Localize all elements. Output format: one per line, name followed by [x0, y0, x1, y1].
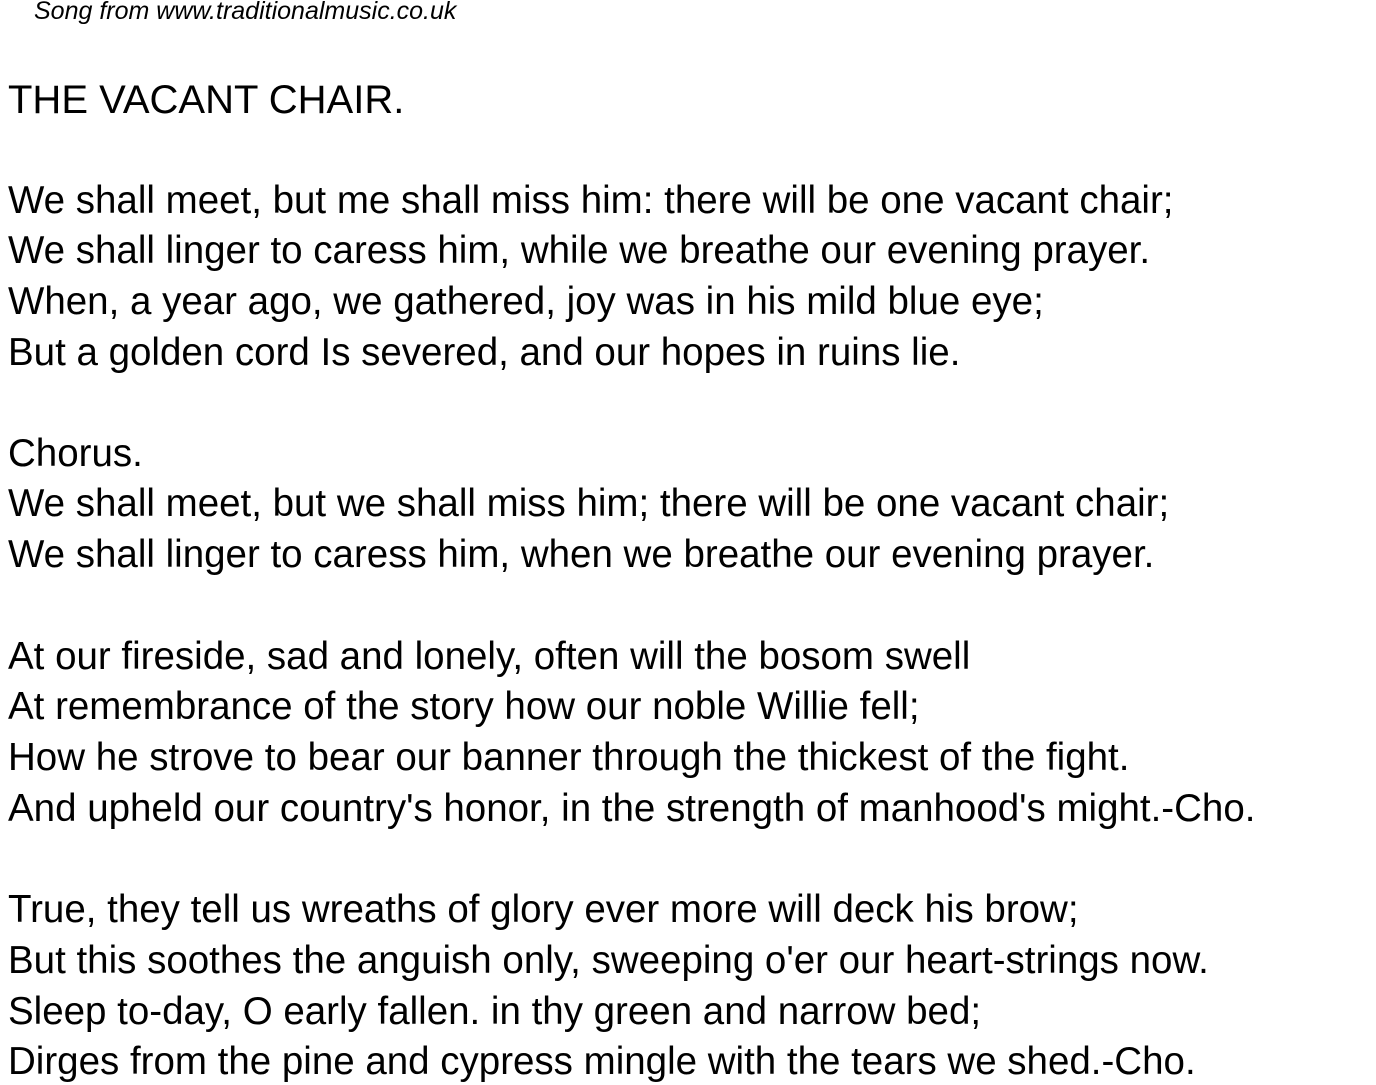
lyric-line: But this soothes the anguish only, sweeping o'er our heart-strings now.: [8, 939, 1209, 982]
lyric-line: How he strove to bear our banner through the thickest of the fight.: [8, 736, 1130, 779]
lyric-line: Sleep to-day, O early fallen. in thy green and narrow bed;: [8, 990, 982, 1033]
lyric-line: We shall linger to caress him, when we breathe our evening prayer.: [8, 533, 1155, 576]
lyric-line: When, a year ago, we gathered, joy was in his mild blue eye;: [8, 280, 1044, 323]
song-title: THE VACANT CHAIR.: [8, 78, 405, 122]
lyric-line: We shall meet, but we shall miss him; there will be one vacant chair;: [8, 482, 1170, 525]
lyric-line: Dirges from the pine and cypress mingle with the tears we shed.-Cho.: [8, 1040, 1196, 1083]
source-credit: Song from www.traditionalmusic.co.uk: [34, 0, 457, 25]
lyric-line: True, they tell us wreaths of glory ever more will deck his brow;: [8, 888, 1079, 931]
lyric-line: And upheld our country's honor, in the strength of manhood's might.-Cho.: [8, 787, 1256, 830]
lyric-line: We shall meet, but me shall miss him: there will be one vacant chair;: [8, 179, 1174, 222]
lyric-line: At our fireside, sad and lonely, often will the bosom swell: [8, 635, 971, 678]
lyric-line: At remembrance of the story how our noble Willie fell;: [8, 685, 920, 728]
lyric-line: But a golden cord Is severed, and our hopes in ruins lie.: [8, 331, 961, 374]
lyric-line: We shall linger to caress him, while we breathe our evening prayer.: [8, 229, 1151, 272]
chorus-heading: Chorus.: [8, 432, 143, 475]
